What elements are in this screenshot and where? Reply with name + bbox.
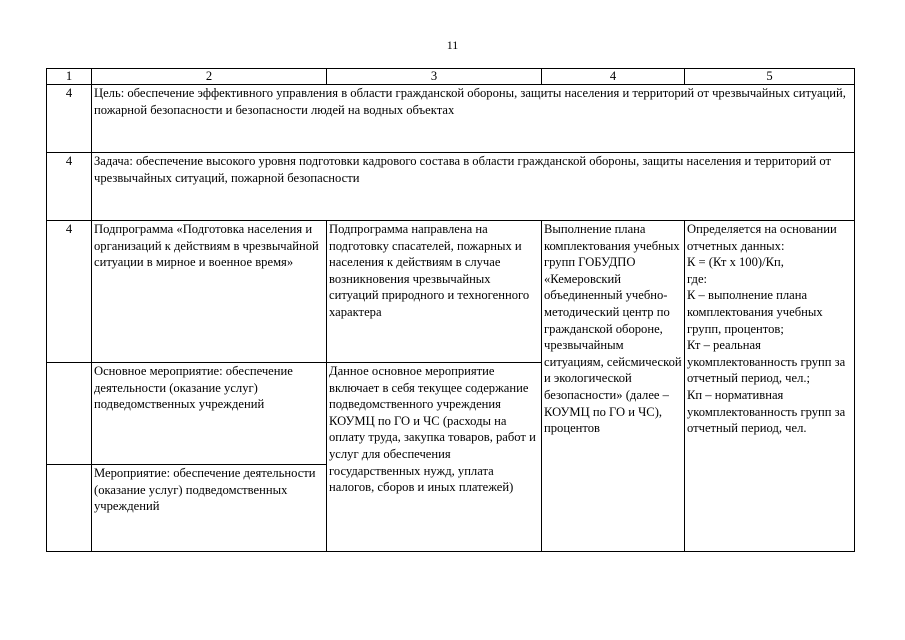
subprogram-number: 4 bbox=[47, 221, 92, 363]
goal-text: Цель: обеспечение эффективного управления в области гражданской обороны, защиты населения и территорий от чрезвычайных ситуаций, пожарной безопасности и безопасности людей на водных объектах bbox=[92, 85, 855, 153]
main-activity-name: Основное мероприятие: обеспечение деятельности (оказание услуг) подведомственных учреждений bbox=[92, 363, 327, 465]
header-col-1: 1 bbox=[47, 69, 92, 85]
indicators-table bbox=[46, 68, 855, 552]
task-text: Задача: обеспечение высокого уровня подготовки кадрового состава в области гражданской обороны, защиты населения и территорий от чрезвычайных ситуаций, пожарной безопасности bbox=[92, 153, 855, 221]
goal-number: 4 bbox=[47, 85, 92, 153]
activity-name: Мероприятие: обеспечение деятельности (оказание услуг) подведомственных учреждений bbox=[92, 465, 327, 552]
task-row bbox=[47, 153, 855, 221]
subprogram-name: Подпрограмма «Подготовка населения и организаций к действиям в чрезвычайной ситуации в мирное и военное время» bbox=[92, 221, 327, 363]
subprogram-description: Подпрограмма направлена на подготовку спасателей, пожарных и населения к действиям в случае возникновения чрезвычайных ситуаций природного и техногенного характера bbox=[327, 221, 542, 363]
goal-row bbox=[47, 85, 855, 153]
indicator-method: Определяется на основании отчетных данных: К = (Кт х 100)/Кп, где: К – выполнение плана комплектования учебных групп, процентов; Кт – реальная укомплектованность групп за отчетный период, чел.; Кп – нормативная укомплектованность групп за отчетный период, чел. bbox=[685, 221, 855, 552]
header-col-3: 3 bbox=[327, 69, 542, 85]
header-col-5: 5 bbox=[685, 69, 855, 85]
header-col-4: 4 bbox=[542, 69, 685, 85]
header-col-2: 2 bbox=[92, 69, 327, 85]
main-activity-number bbox=[47, 363, 92, 465]
indicator-name: Выполнение плана комплектования учебных групп ГОБУДПО «Кемеровский объединенный учебно-методический центр по гражданской обороне, чрезвычайным ситуациям, сейсмической и экологической безопасности» (далее – КОУМЦ по ГО и ЧС), процентов bbox=[542, 221, 685, 552]
subprogram-row bbox=[47, 221, 855, 363]
header-row bbox=[47, 69, 855, 85]
main-activity-description: Данное основное мероприятие включает в себя текущее содержание подведомственного учреждения КОУМЦ по ГО и ЧС (расходы на оплату труда, закупка товаров, работ и услуг для обеспечения государственных нужд, уплата налогов, сборов и иных платежей) bbox=[327, 363, 542, 552]
task-number: 4 bbox=[47, 153, 92, 221]
activity-number bbox=[47, 465, 92, 552]
page-number: 11 bbox=[446, 38, 459, 52]
